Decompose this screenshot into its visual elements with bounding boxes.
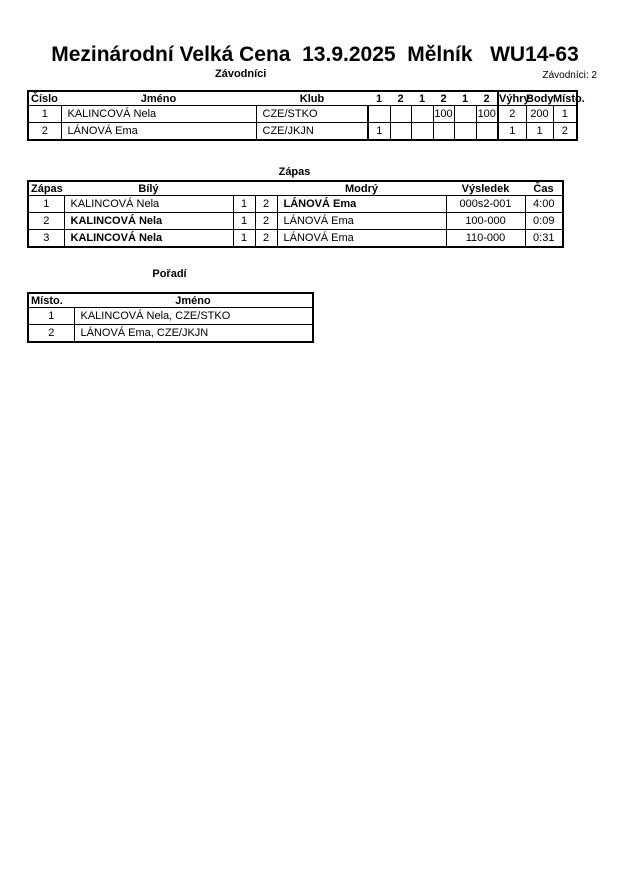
ranking-place: 2: [28, 325, 74, 343]
score-cell: [411, 123, 433, 141]
competitor-number: 2: [28, 123, 61, 141]
match-result: 000s2-001: [446, 196, 525, 213]
blue-fighter: LÁNOVÁ Ema: [277, 230, 446, 248]
match-result: 100-000: [446, 213, 525, 230]
competitor-number: 1: [28, 106, 61, 123]
score-cell: [476, 123, 498, 141]
col-header-score-2c: 2: [476, 91, 498, 106]
competitors-header-row: [28, 91, 577, 106]
matches-section-title: Zápas: [278, 166, 311, 178]
col-header-jmeno: Jméno: [61, 91, 256, 106]
col-header-misto: Místo.: [28, 293, 74, 308]
match-number: 1: [28, 196, 64, 213]
match-row: [28, 213, 563, 230]
score-cell: [368, 106, 390, 123]
competitors-section-title: Závodníci: [215, 68, 267, 80]
wins-cell: 1: [498, 123, 526, 141]
ranking-row: [28, 308, 313, 325]
points-cell: 1: [526, 123, 553, 141]
score-cell: [390, 106, 411, 123]
corner-2-cell: 2: [255, 213, 277, 230]
corner-2-cell: 2: [255, 196, 277, 213]
white-fighter: KALINCOVÁ Nela: [64, 230, 233, 248]
points-cell: 200: [526, 106, 553, 123]
place-cell: 1: [553, 106, 577, 123]
ranking-section-title: Pořadí: [152, 268, 187, 280]
corner-1-cell: 1: [233, 213, 255, 230]
score-cell: [390, 123, 411, 141]
match-time: 0:31: [525, 230, 563, 248]
score-cell: 1: [368, 123, 390, 141]
col-header-spacer1: [233, 181, 255, 196]
competitor-club: CZE/STKO: [256, 106, 368, 123]
ranking-row: [28, 325, 313, 343]
col-header-klub: Klub: [256, 91, 368, 106]
ranking-place: 1: [28, 308, 74, 325]
col-header-cas: Čas: [525, 181, 563, 196]
competitor-name: KALINCOVÁ Nela: [61, 106, 256, 123]
col-header-modry: Modrý: [277, 181, 446, 196]
corner-2-cell: 2: [255, 230, 277, 248]
match-result: 110-000: [446, 230, 525, 248]
match-row: [28, 196, 563, 213]
col-header-score-1a: 1: [368, 91, 390, 106]
col-header-score-2b: 2: [433, 91, 454, 106]
competitors-table: [27, 90, 585, 141]
col-header-score-1b: 1: [411, 91, 433, 106]
ranking-table: [27, 292, 314, 343]
score-cell: 100: [476, 106, 498, 123]
white-fighter: KALINCOVÁ Nela: [64, 196, 233, 213]
competitor-row: [28, 106, 577, 123]
col-header-score-2a: 2: [390, 91, 411, 106]
score-cell: 100: [433, 106, 454, 123]
match-number: 2: [28, 213, 64, 230]
matches-header-row: [28, 181, 563, 196]
col-header-vysledek: Výsledek: [446, 181, 525, 196]
matches-table: [27, 180, 564, 248]
match-time: 4:00: [525, 196, 563, 213]
match-time: 0:09: [525, 213, 563, 230]
col-header-misto: Místo.: [553, 92, 585, 105]
ranking-header-row: [28, 293, 313, 308]
score-cell: [433, 123, 454, 141]
place-cell: 2: [553, 123, 577, 141]
col-header-bily: Bílý: [64, 181, 233, 196]
col-header-vyhry: Výhry: [499, 92, 530, 105]
col-header-jmeno: Jméno: [74, 293, 313, 308]
corner-1-cell: 1: [233, 196, 255, 213]
score-cell: [454, 106, 476, 123]
score-cell: [454, 123, 476, 141]
score-cell: [411, 106, 433, 123]
col-header-body: Body: [526, 92, 554, 105]
ranking-name: LÁNOVÁ Ema, CZE/JKJN: [74, 325, 313, 343]
match-row: [28, 230, 563, 248]
ranking-name: KALINCOVÁ Nela, CZE/STKO: [74, 308, 313, 325]
match-number: 3: [28, 230, 64, 248]
col-header-spacer2: [255, 181, 277, 196]
wins-cell: 2: [498, 106, 526, 123]
blue-fighter: LÁNOVÁ Ema: [277, 196, 446, 213]
white-fighter: KALINCOVÁ Nela: [64, 213, 233, 230]
competitor-row: [28, 123, 577, 141]
competitor-name: LÁNOVÁ Ema: [61, 123, 256, 141]
corner-1-cell: 1: [233, 230, 255, 248]
competitor-club: CZE/JKJN: [256, 123, 368, 141]
page-title: Mezinárodní Velká Cena 13.9.2025 Mělník WU14-63: [51, 43, 579, 66]
competitor-count-label: Závodníci: 2: [542, 70, 597, 81]
blue-fighter: LÁNOVÁ Ema: [277, 213, 446, 230]
col-header-score-1c: 1: [454, 91, 476, 106]
col-header-cislo: Číslo: [28, 91, 61, 106]
col-header-zapas: Zápas: [28, 181, 64, 196]
